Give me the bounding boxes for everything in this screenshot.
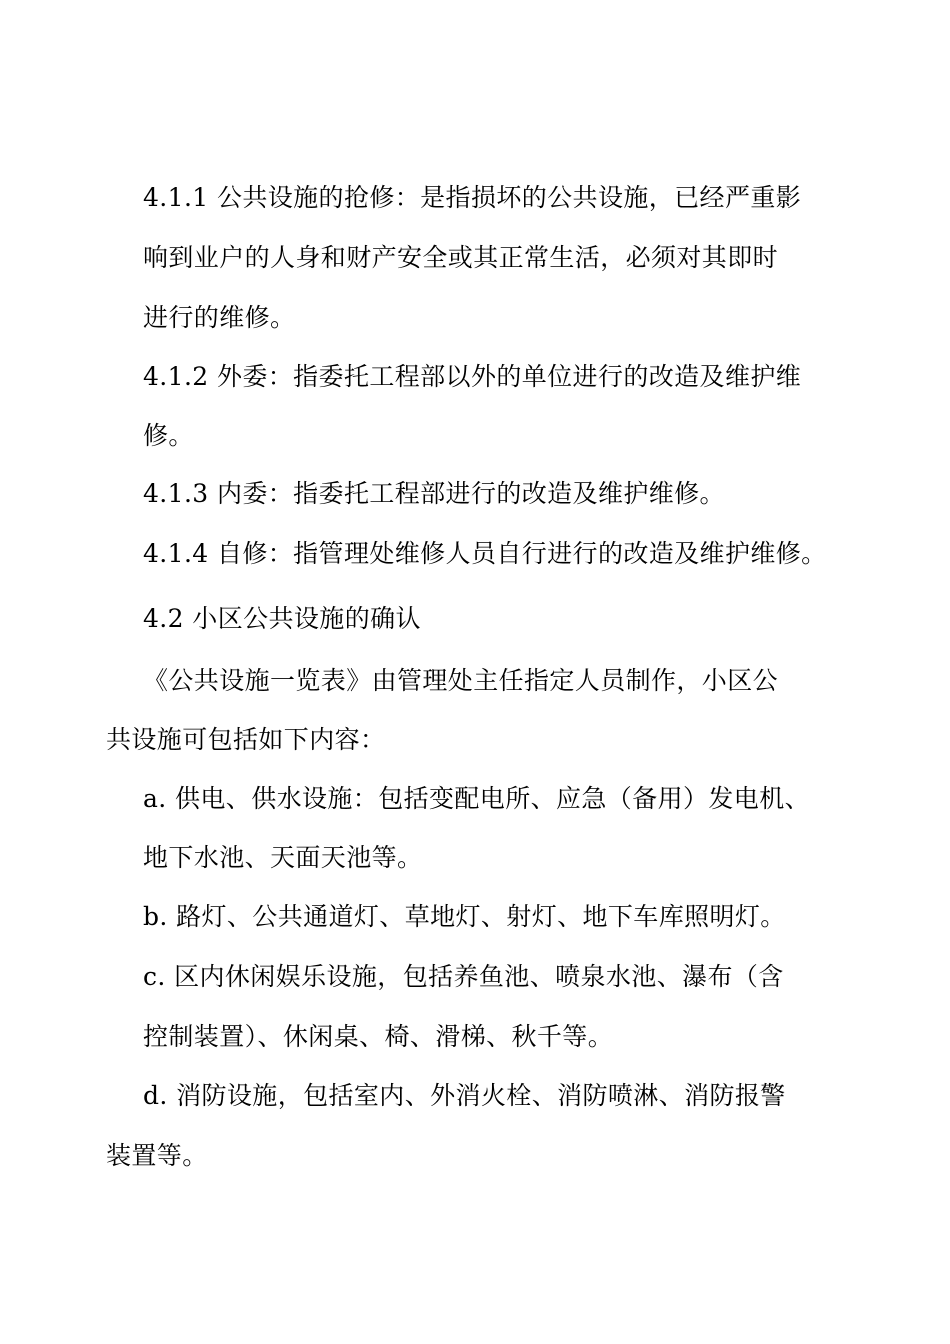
text-line-9: 《公共设施一览表》由管理处主任指定人员制作，小区公 (143, 666, 779, 695)
list-item-a-line-1: a. 供电、供水设施：包括变配电所、应急（备用）发电机、 (143, 784, 811, 813)
text-line-5: 修。 (143, 421, 194, 450)
section-heading: 4.2 小区公共设施的确认 (143, 604, 421, 633)
text-line-3: 进行的维修。 (143, 303, 296, 332)
list-item-c-line-1: c. 区内休闲娱乐设施，包括养鱼池、喷泉水池、瀑布（含 (143, 962, 784, 991)
text-line-6: 4.1.3 内委：指委托工程部进行的改造及维护维修。 (143, 479, 725, 508)
list-item-d-line-1: d. 消防设施，包括室内、外消火栓、消防喷淋、消防报警 (143, 1081, 786, 1110)
text-line-4: 4.1.2 外委：指委托工程部以外的单位进行的改造及维护维 (143, 362, 802, 391)
list-item-d-line-2: 装置等。 (106, 1141, 208, 1170)
list-item-c-line-2: 控制装置）、休闲桌、椅、滑梯、秋千等。 (143, 1022, 614, 1051)
text-line-2: 响到业户的人身和财产安全或其正常生活，必须对其即时 (143, 243, 779, 272)
list-item-b: b. 路灯、公共通道灯、草地灯、射灯、地下车库照明灯。 (143, 902, 786, 931)
text-line-1: 4.1.1 公共设施的抢修：是指损坏的公共设施，已经严重影 (143, 183, 802, 212)
text-line-10: 共设施可包括如下内容： (106, 725, 386, 754)
text-line-7: 4.1.4 自修：指管理处维修人员自行进行的改造及维护维修。 (143, 539, 827, 568)
list-item-a-line-2: 地下水池、天面天池等。 (143, 843, 423, 872)
